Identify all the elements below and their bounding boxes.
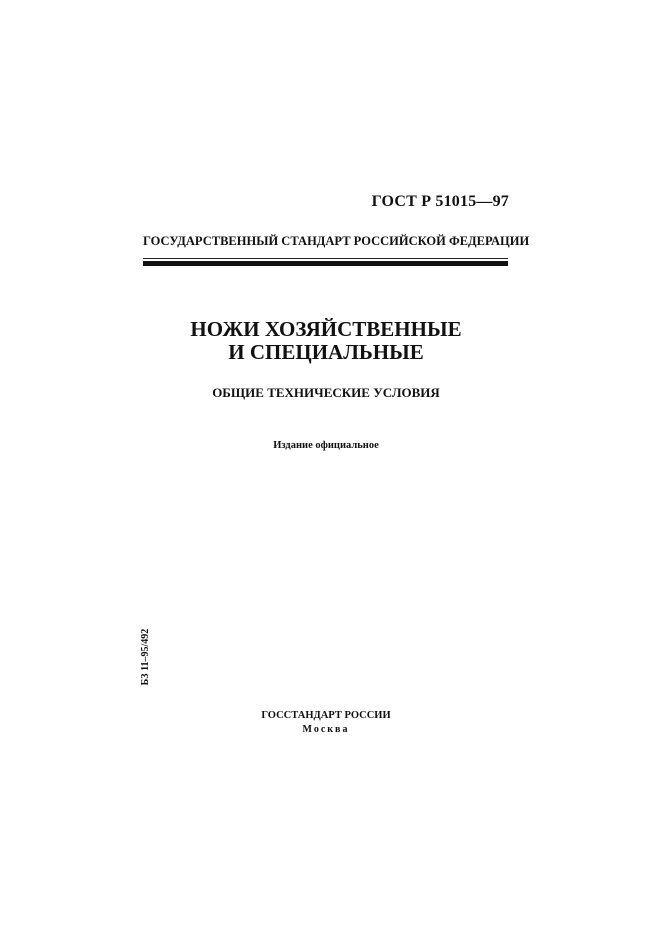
standard-heading: ГОСУДАРСТВЕННЫЙ СТАНДАРТ РОССИЙСКОЙ ФЕДЕРАЦИИ bbox=[143, 234, 530, 248]
side-catalog-code: БЗ 11–95/492 bbox=[140, 628, 151, 686]
edition-label: Издание официальное bbox=[273, 440, 379, 451]
divider-thin bbox=[143, 258, 508, 259]
document-subtitle: ОБЩИЕ ТЕХНИЧЕСКИЕ УСЛОВИЯ bbox=[212, 385, 440, 400]
document-title bbox=[143, 318, 509, 364]
publisher-city: Москва bbox=[302, 724, 350, 735]
standard-number: ГОСТ Р 51015—97 bbox=[371, 193, 509, 210]
title-line-2: И СПЕЦИАЛЬНЫЕ bbox=[228, 340, 424, 364]
divider-thick bbox=[143, 261, 508, 266]
title-line-1: НОЖИ ХОЗЯЙСТВЕННЫЕ bbox=[190, 317, 462, 341]
publisher: ГОССТАНДАРТ РОССИИ bbox=[261, 710, 391, 721]
